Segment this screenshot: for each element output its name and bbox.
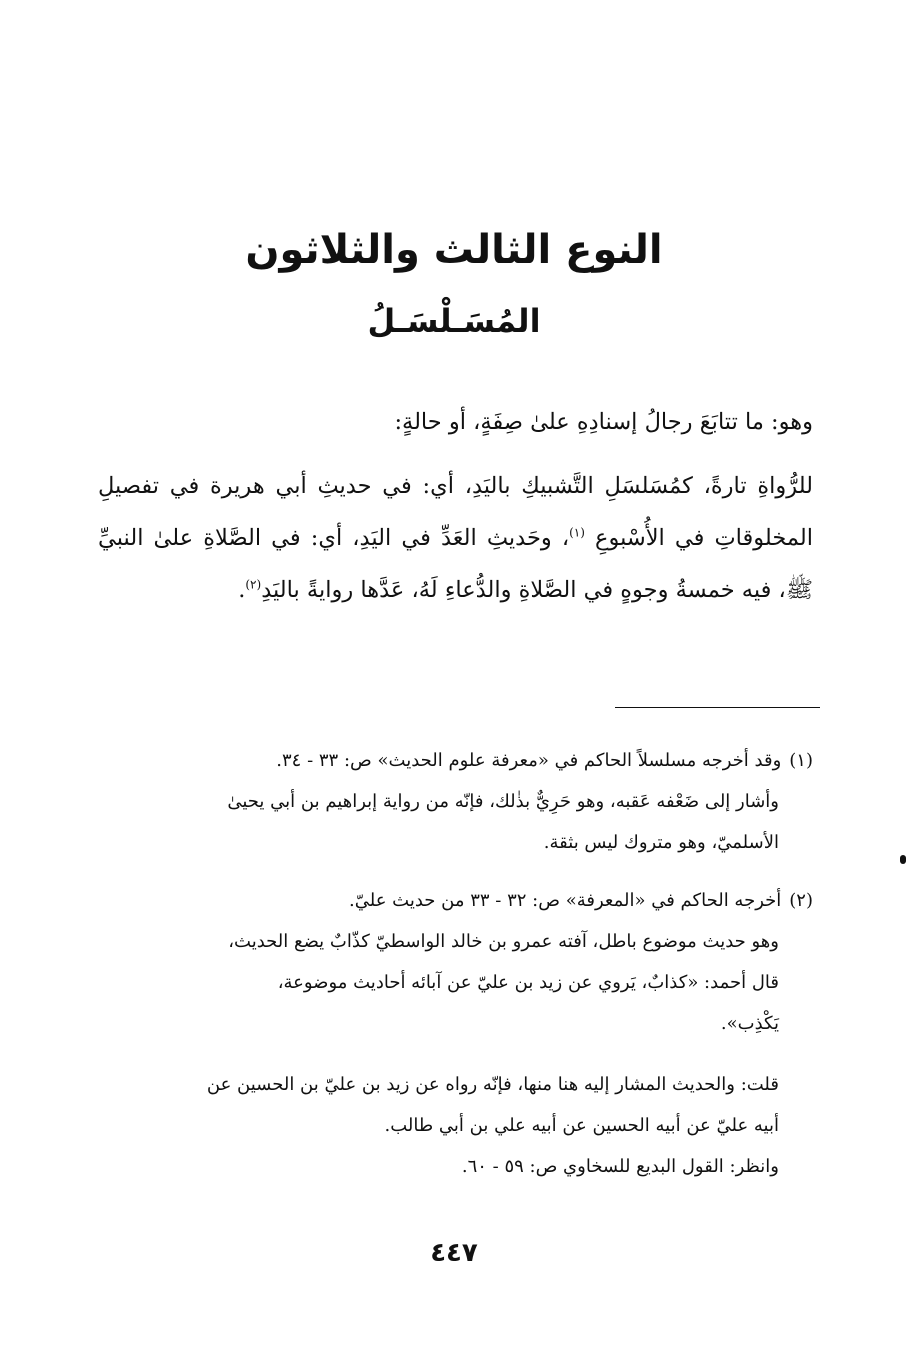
footnote-2: [98, 880, 813, 1044]
footnote-2-line-4: يَكْذِب».: [720, 1013, 779, 1034]
footnote-2-line-3: قال أحمد: «كذابٌ، يَروي عن زيد بن عليّ عن آبائه أحاديث موضوعة،: [277, 972, 779, 993]
paragraph-part-1: للرُّواةِ تارةً، كمُسَلسَلِ التَّشبيكِ باليَدِ، أي: في حديثِ أبي هريرة في تفصيلِ المخلوقاتِ في الأُسْبوعِ: [98, 473, 813, 551]
main-paragraph: [98, 460, 813, 616]
footnote-2-line-1: [98, 880, 813, 921]
footnote-1: [98, 740, 813, 863]
footnote-separator: [615, 707, 820, 708]
footnote-1-line-2: وأشار إلى ضَعْفه عَقبه، وهو حَرِيٌّ بذٰلك، فإنّه من رواية إبراهيم بن أبي يحيىٰ: [227, 791, 779, 812]
chapter-subtitle: المُسَـلْسَـلُ: [367, 302, 541, 340]
footnote-2-line-2: وهو حديث موضوع باطل، آفته عمرو بن خالد الواسطيّ كذّابٌ يضع الحديث،: [228, 931, 779, 952]
page-number: ٤٤٧: [430, 1238, 478, 1268]
footnote-ref-1[interactable]: (١): [569, 525, 585, 540]
footnote-1-line-1: [98, 740, 813, 781]
editor-note: [98, 1064, 813, 1187]
chapter-title: النوع الثالث والثلاثون: [245, 227, 663, 273]
editor-note-line-2: أبيه عليّ عن أبيه الحسين عن أبيه علي بن أبي طالب.: [384, 1115, 779, 1136]
editor-note-line-1: قلت: والحديث المشار إليه هنا منها، فإنّه رواه عن زيد بن عليّ بن الحسين عن: [206, 1074, 779, 1095]
paragraph-part-3: .: [238, 577, 246, 603]
footnote-2-text-1: أخرجه الحاكم في «المعرفة» ص: ٣٢ - ٣٣ من حديث عليّ.: [349, 890, 782, 911]
definition-line: وهو: ما تتابَعَ رجالُ إسنادِهِ علىٰ صِفَةٍ، أو حالةٍ:: [394, 409, 813, 435]
footnote-1-text-1: وقد أخرجه مسلسلاً الحاكم في «معرفة علوم الحديث» ص: ٣٣ - ٣٤.: [276, 750, 782, 771]
margin-mark: [900, 855, 906, 864]
footnote-2-number: (٢): [789, 890, 813, 911]
editor-note-line-3: وانظر: القول البديع للسخاوي ص: ٥٩ - ٦٠.: [461, 1156, 779, 1177]
footnote-ref-2[interactable]: (٢): [245, 577, 262, 592]
paragraph-part-2: ، وحَديثِ العَدِّ في اليَدِ، أي: في الصَّلاةِ علىٰ النبيِّ ﷺ، فيه خمسةُ وجوهٍ في الصَّلاةِ والدُّعاءِ لَهُ، عَدَّها روايةً باليَدِ: [98, 525, 813, 603]
footnote-1-number: (١): [789, 750, 813, 771]
footnote-1-line-3: الأسلميّ، وهو متروك ليس بثقة.: [543, 832, 779, 853]
